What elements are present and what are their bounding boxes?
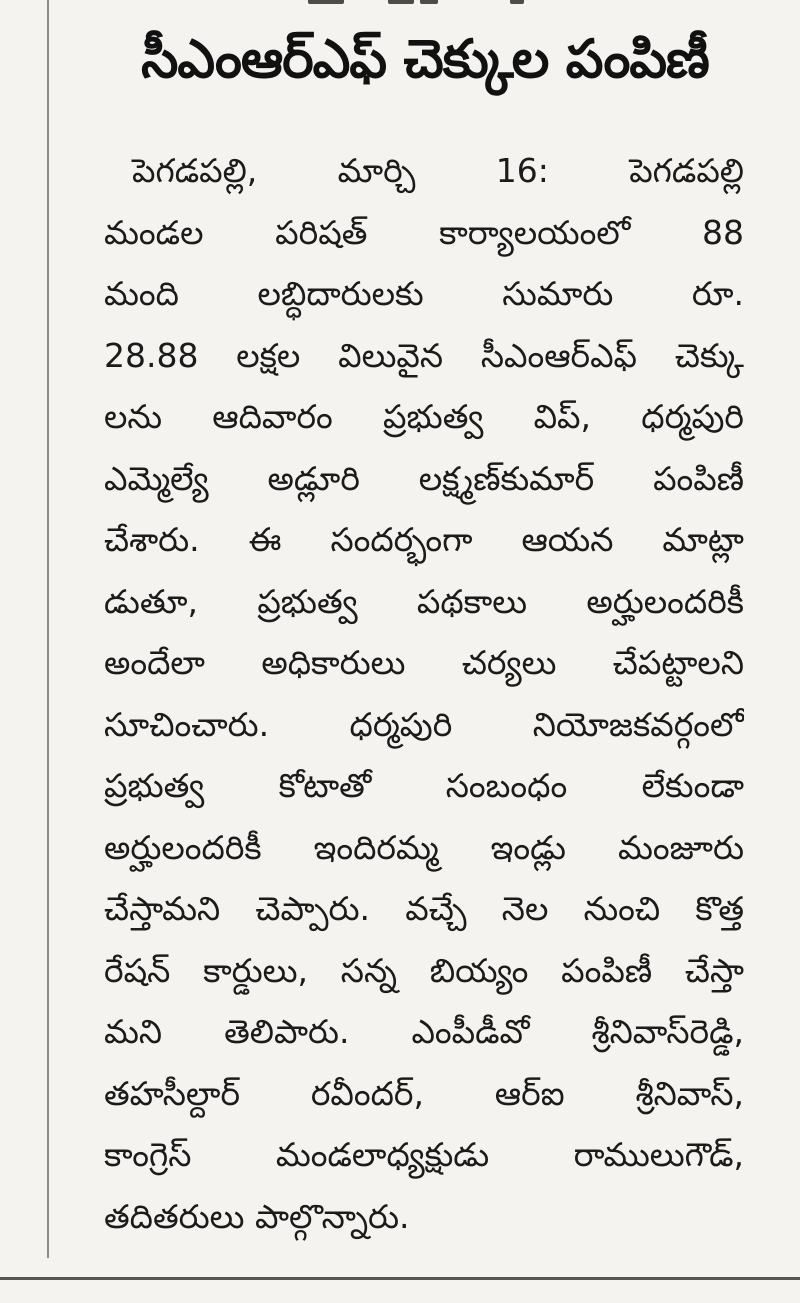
article-line: మండల పరిషత్ కార్యాలయంలో 88	[104, 212, 744, 252]
article-line: పెగడపల్లి, మార్చి 16: పెగడపల్లి	[132, 151, 744, 190]
article-line: తదితరులు పాల్గొన్నారు.	[104, 1196, 410, 1236]
article-line: కాంగ్రెస్ మండలాధ్యక్షుడు రాములుగౌడ్,	[104, 1135, 744, 1174]
article-line: మని తెలిపారు. ఎంపీడీవో శ్రీనివాస్‌రెడ్డి,	[104, 1012, 744, 1051]
article-body	[104, 140, 744, 1247]
article-line: మంది లబ్ధిదారులకు సుమారు రూ.	[104, 274, 744, 313]
article-line: డుతూ, ప్రభుత్వ పథకాలు అర్హులందరికీ	[104, 581, 744, 621]
cropped-text-remnant	[300, 0, 560, 6]
article-line: ప్రభుత్వ కోటాతో సంబంధం లేకుండా	[104, 766, 744, 805]
article-line: చేస్తామని చెప్పారు. వచ్చే నెల నుంచి కొత్త	[104, 889, 744, 928]
article-line: చేశారు. ఈ సందర్భంగా ఆయన మాట్లా	[104, 520, 744, 559]
article-line: ఎమ్మెల్యే అడ్లూరి లక్ష్మణ్‌కుమార్ పంపిణీ	[104, 458, 744, 498]
article-line: 28.88 లక్షల విలువైన సీఎంఆర్ఎఫ్ చెక్కు	[104, 335, 744, 375]
column-divider	[47, 0, 49, 1258]
article-line: సూచించారు. ధర్మపురి నియోజకవర్గంలో	[104, 704, 744, 744]
article-line: లను ఆదివారం ప్రభుత్వ విప్, ధర్మపురి	[104, 397, 744, 436]
article-headline: సీఎంఆర్ఎఫ్ చెక్కుల పంపిణీ	[141, 29, 709, 90]
article-line: రేషన్ కార్డులు, సన్న బియ్యం పంపిణీ చేస్తా	[104, 950, 744, 990]
article-line: అందేలా అధికారులు చర్యలు చేపట్టాలని	[104, 643, 744, 682]
article-line: తహసీల్దార్ రవీందర్, ఆర్ఐ శ్రీనివాస్,	[104, 1073, 744, 1113]
bottom-border	[0, 1277, 800, 1280]
article-line: అర్హులందరికీ ఇందిరమ్మ ఇండ్లు మంజూరు	[104, 827, 744, 867]
